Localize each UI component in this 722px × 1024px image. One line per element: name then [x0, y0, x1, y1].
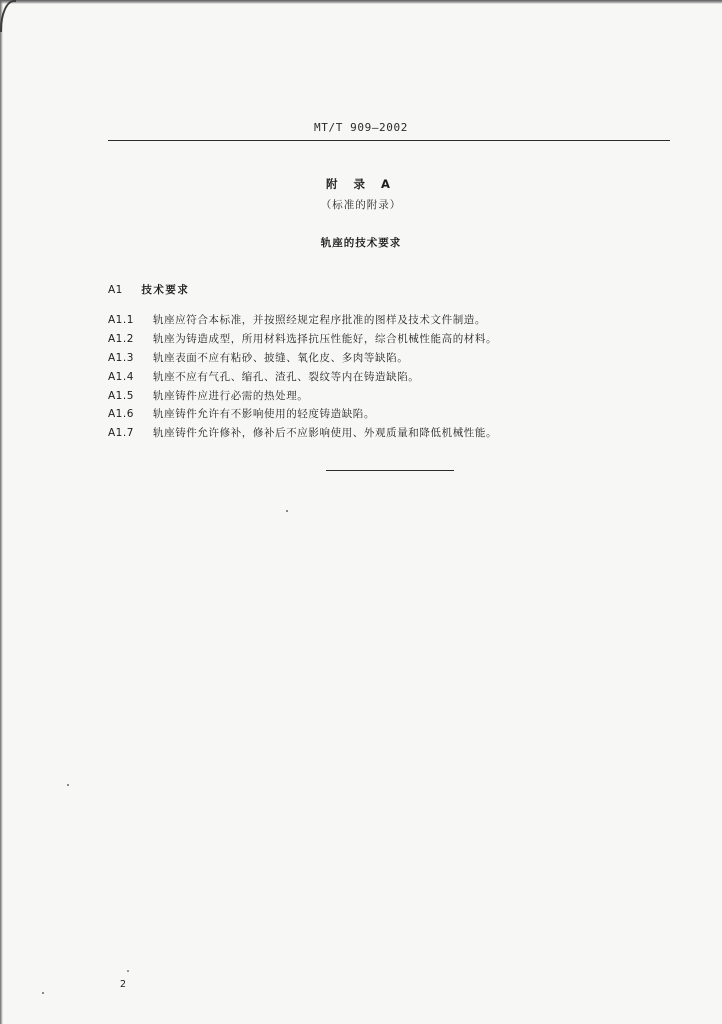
clause-list [108, 312, 578, 444]
clause-text: 轨座不应有气孔、缩孔、渣孔、裂纹等内在铸造缺陷。 [153, 370, 420, 383]
appendix-subtitle: （标准的附录） [320, 199, 402, 211]
clause-item [108, 331, 578, 350]
appendix-title: 附 录 A [326, 177, 396, 191]
clause-number: A1.4 [108, 370, 134, 383]
clause-number: A1.6 [108, 408, 134, 421]
clause-number: A1.2 [108, 332, 134, 345]
clause-number: A1.5 [108, 389, 134, 402]
section-title: 技术要求 [141, 284, 190, 296]
scan-top-edge [0, 0, 722, 4]
clause-number: A1.1 [108, 314, 134, 326]
appendix-heading: 轨座的技术要求 [320, 237, 402, 249]
clause-text: 轨座铸件应进行必需的热处理。 [153, 389, 309, 402]
clause-text: 轨座铸件允许修补，修补后不应影响使用、外观质量和降低机械性能。 [153, 427, 498, 440]
clause-item [108, 425, 578, 444]
end-rule [326, 470, 454, 471]
clause-number: A1.7 [108, 427, 134, 440]
clause-text: 轨座铸件允许有不影响使用的轻度铸造缺陷。 [153, 408, 375, 421]
header-rule [108, 140, 670, 141]
clause-item [108, 388, 578, 407]
scan-speck [42, 992, 44, 994]
clause-item [108, 406, 578, 425]
section-number: A1 [108, 284, 123, 296]
clause-item [108, 369, 578, 388]
standard-code: MT/T 909—2002 [314, 121, 408, 134]
clause-item [108, 312, 578, 331]
scan-speck [127, 970, 129, 972]
clause-text: 轨座表面不应有粘砂、披缝、氧化皮、多肉等缺陷。 [153, 351, 409, 364]
clause-text: 轨座应符合本标准，并按照经规定程序批准的图样及技术文件制造。 [153, 314, 486, 326]
clause-number: A1.3 [108, 351, 134, 364]
section-heading [108, 282, 189, 297]
clause-text: 轨座为铸造成型，所用材料选择抗压性能好，综合机械性能高的材料。 [153, 332, 498, 345]
scan-speck [286, 510, 288, 512]
scan-left-edge [0, 0, 3, 1024]
clause-item [108, 350, 578, 369]
scan-speck [67, 784, 69, 786]
page-number: 2 [120, 979, 127, 990]
